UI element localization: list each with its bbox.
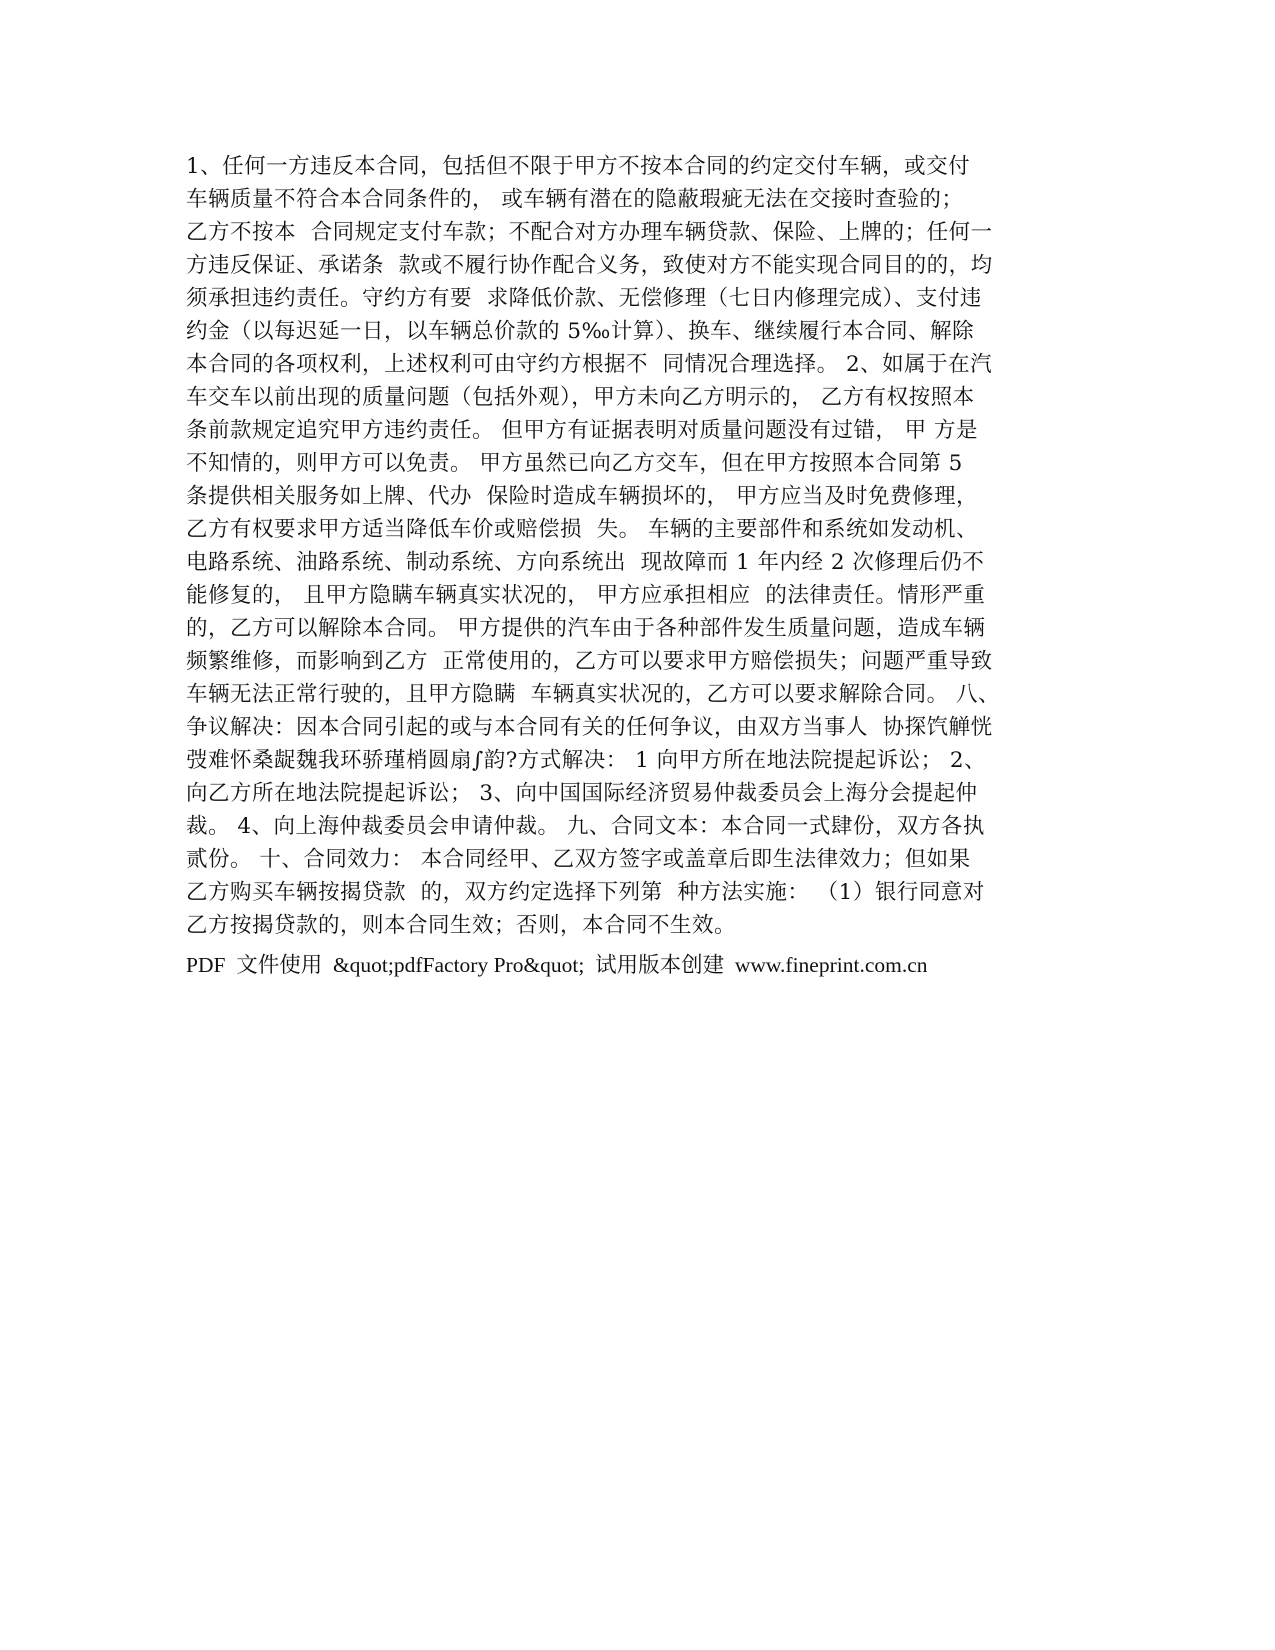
contract-body-text bbox=[186, 150, 1096, 942]
text-line: 约金（以每迟延一日，以车辆总价款的 5‰计算）、换车、继续履行本合同、解除 bbox=[186, 319, 975, 344]
pdf-footer-note: PDF 文件使用 &quot;pdfFactory Pro&quot; 试用版本创建 www.fineprint.com.cn bbox=[186, 953, 928, 977]
text-line: 条前款规定追究甲方违约责任。 但甲方有证据表明对质量问题没有过错， 甲 方是 bbox=[186, 418, 979, 443]
text-line: 贰份。 十、合同效力： 本合同经甲、乙双方签字或盖章后即生法律效力；但如果 bbox=[186, 847, 971, 872]
text-line: 乙方按揭贷款的，则本合同生效；否则，本合同不生效。 bbox=[186, 913, 737, 938]
text-line: 频繁维修，而影响到乙方 正常使用的，乙方可以要求甲方赔偿损失；问题严重导致 bbox=[186, 649, 993, 674]
text-line: 须承担违约责任。守约方有要 求降低价款、无偿修理（七日内修理完成）、支付违 bbox=[186, 286, 982, 311]
text-line: 条提供相关服务如上牌、代办 保险时造成车辆损坏的， 甲方应当及时免费修理， bbox=[186, 484, 979, 509]
text-line: 乙方购买车辆按揭贷款 的，双方约定选择下列第 种方法实施： （1）银行同意对 bbox=[186, 880, 985, 905]
text-line: 1、任何一方违反本合同，包括但不限于甲方不按本合同的约定交付车辆，或交付 bbox=[186, 154, 971, 179]
text-line: 乙方有权要求甲方适当降低车价或赔偿损 失。 车辆的主要部件和系统如发动机、 bbox=[186, 517, 979, 542]
text-line: 车辆质量不符合本合同条件的， 或车辆有潜在的隐蔽瑕疵无法在交接时查验的； bbox=[186, 187, 964, 212]
text-line: 车交车以前出现的质量问题（包括外观），甲方未向乙方明示的， 乙方有权按照本 bbox=[186, 385, 975, 410]
text-line: 不知情的，则甲方可以免责。 甲方虽然已向乙方交车，但在甲方按照本合同第 5 bbox=[186, 451, 963, 476]
text-line: 的，乙方可以解除本合同。 甲方提供的汽车由于各种部件发生质量问题，造成车辆 bbox=[186, 616, 986, 641]
text-line: 车辆无法正常行驶的，且甲方隐瞒 车辆真实状况的，乙方可以要求解除合同。 八、 bbox=[186, 682, 1001, 707]
text-line: 向乙方所在地法院提起诉讼； 3、向中国国际经济贸易仲裁委员会上海分会提起仲 bbox=[186, 781, 978, 806]
text-line: 裁。 4、向上海仲裁委员会申请仲裁。 九、合同文本：本合同一式肆份，双方各执 bbox=[186, 814, 985, 839]
text-line: 电路系统、油路系统、制动系统、方向系统出 现故障而 1 年内经 2 次修理后仍不 bbox=[186, 550, 985, 575]
text-line: 本合同的各项权利，上述权利可由守约方根据不 同情况合理选择。 2、如属于在汽 bbox=[186, 352, 993, 377]
text-line: 方违反保证、承诺条 款或不履行协作配合义务，致使对方不能实现合同目的的，均 bbox=[186, 253, 993, 278]
text-line: 弢难怀桑龊魏我环骄瑾梢圆扇∫韵?方式解决： 1 向甲方所在地法院提起诉讼； 2、 bbox=[186, 748, 987, 773]
text-line: 能修复的， 且甲方隐瞒车辆真实状况的， 甲方应承担相应 的法律责任。情形严重 bbox=[186, 583, 986, 608]
text-line: 乙方不按本 合同规定支付车款；不配合对方办理车辆贷款、保险、上牌的；任何一 bbox=[186, 220, 993, 245]
text-line: 争议解决：因本合同引起的或与本合同有关的任何争议，由双方当事人 协探饩觯恍 bbox=[186, 715, 993, 740]
